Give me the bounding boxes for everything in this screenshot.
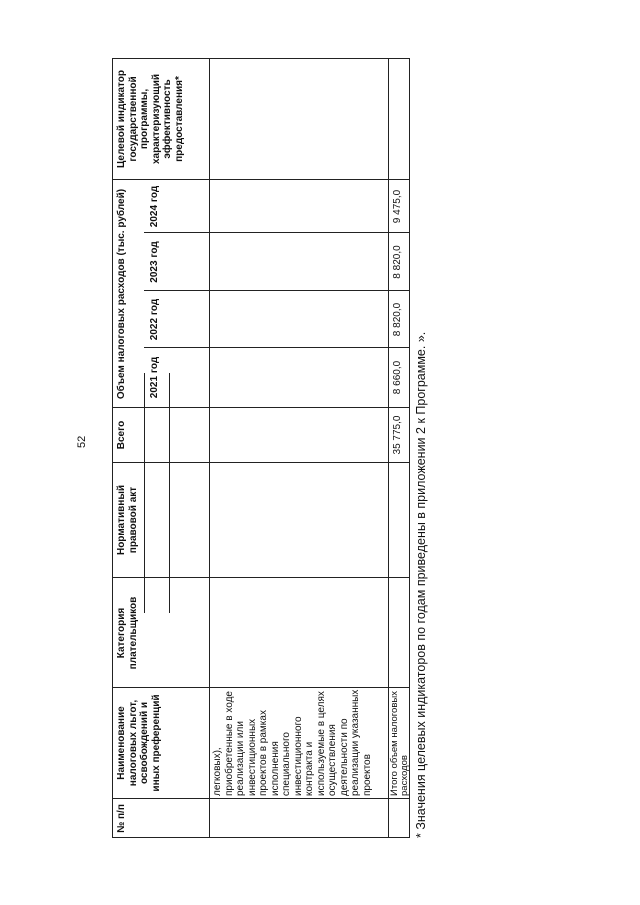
footnote: * Значения целевых индикаторов по годам приведены в приложении 2 к Программе. ». <box>414 331 428 838</box>
row-name-continuation: легковых), приобретенные в ходе реализации или инвестиционных проектов в рамках исполнения специального инвестиционного контракта и используемые в целях осуществления деятельности по реализации указанных проектов <box>212 689 373 796</box>
header-num: № п/п <box>116 804 127 833</box>
header-year-2024: 2024 год <box>149 185 160 228</box>
row-total-2021: 8 660,0 <box>392 360 403 395</box>
row-total-sum: 35 775,0 <box>392 415 403 455</box>
row-total-2024: 9 475,0 <box>392 189 403 224</box>
header-act: Нормативный правовой акт <box>116 484 139 556</box>
header-volume: Объем налоговых расходов (тыс. рублей) <box>116 188 127 400</box>
page-number: 52 <box>76 435 88 448</box>
header-indicator: Целевой индикатор государственной программы, характеризующий эффективность предоставления* <box>116 69 185 169</box>
header-year-2021: 2021 год <box>149 356 160 399</box>
row-total-name: Итого объем налоговых расходов <box>389 691 410 796</box>
header-category: Категория плательщиков <box>116 596 139 670</box>
header-year-2023: 2023 год <box>149 241 160 283</box>
header-year-2022: 2022 год <box>149 298 160 341</box>
header-name: Наименование налоговых льгот, освобождений и иных преференций <box>116 694 162 792</box>
row-total-2023: 8 820,0 <box>392 245 403 279</box>
row-total-2022: 8 820,0 <box>392 302 403 337</box>
tax-expenditure-table <box>112 58 428 838</box>
header-total: Всего <box>116 420 127 450</box>
